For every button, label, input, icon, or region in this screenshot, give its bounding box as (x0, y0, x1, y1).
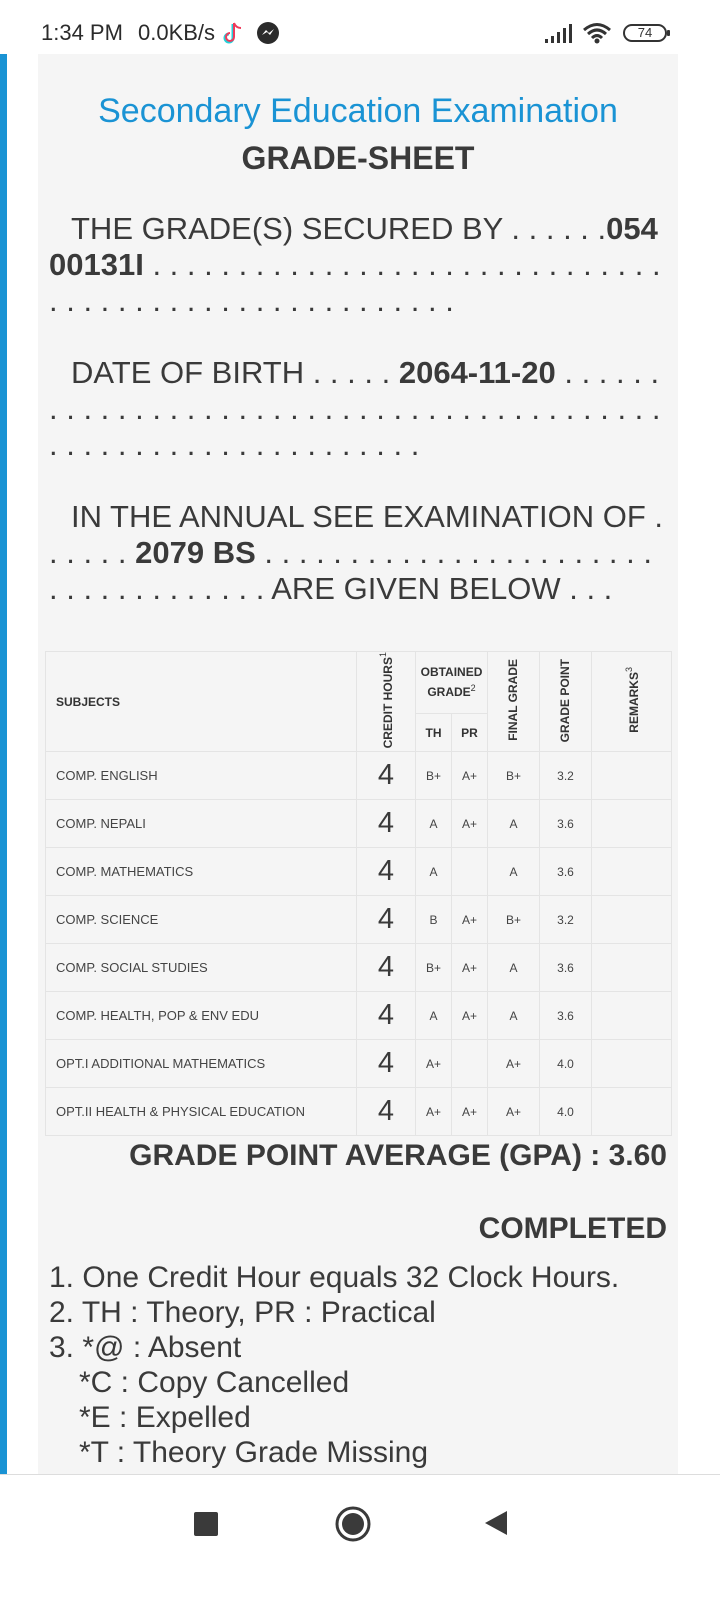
grade-point-cell: 3.2 (540, 896, 592, 944)
header-grade-point: GRADE POINT (540, 652, 592, 752)
sheet-title: GRADE-SHEET (241, 140, 475, 176)
remarks-cell (592, 992, 672, 1040)
subject-cell: COMP. MATHEMATICS (46, 848, 357, 896)
status-bar (0, 0, 720, 54)
table-row (46, 896, 672, 944)
grade-sheet (38, 54, 678, 1506)
theory-grade-cell: B+ (416, 752, 452, 800)
credit-hours-cell: 4 (357, 944, 416, 992)
table-row (46, 752, 672, 800)
table-row (46, 944, 672, 992)
header-pr: PR (452, 713, 488, 751)
credit-hours-cell: 4 (357, 992, 416, 1040)
secured-by-label: THE GRADE(S) SECURED BY . . . . . . (71, 211, 607, 246)
grade-point-cell: 3.6 (540, 944, 592, 992)
signal-icon (544, 24, 574, 49)
table-row (46, 992, 672, 1040)
practical-grade-cell: A+ (452, 896, 488, 944)
grade-table (45, 651, 672, 1136)
footnote: *E : Expelled (79, 1401, 251, 1434)
result-status: COMPLETED (478, 1212, 667, 1245)
credit-hours-cell: 4 (357, 752, 416, 800)
header-subjects: SUBJECTS (46, 652, 357, 752)
messenger-icon (256, 21, 280, 50)
grade-point-cell: 3.6 (540, 848, 592, 896)
remarks-cell (592, 896, 672, 944)
final-grade-cell: A (488, 992, 540, 1040)
gpa-value: GRADE POINT AVERAGE (GPA) : 3.60 (129, 1139, 667, 1172)
remarks-cell (592, 848, 672, 896)
footnote: 1. One Credit Hour equals 32 Clock Hours. (49, 1261, 620, 1294)
theory-grade-cell: A (416, 848, 452, 896)
battery-icon: 74 (623, 24, 667, 42)
grade-point-cell: 3.2 (540, 752, 592, 800)
dob-label: DATE OF BIRTH . . . . . (71, 355, 391, 390)
network-speed: 0.0KB/s (138, 20, 216, 45)
theory-grade-cell: A (416, 992, 452, 1040)
wifi-icon (582, 22, 612, 49)
final-grade-cell: A+ (488, 1088, 540, 1136)
subject-cell: COMP. SCIENCE (46, 896, 357, 944)
practical-grade-cell: A+ (452, 992, 488, 1040)
symbol-number: 05400131I (49, 211, 658, 282)
grade-point-cell: 4.0 (540, 1088, 592, 1136)
table-row (46, 1088, 672, 1136)
footnotes (49, 1260, 669, 1470)
table-row (46, 800, 672, 848)
practical-grade-cell: A+ (452, 1088, 488, 1136)
dob-value: 2064-11-20 (398, 355, 556, 390)
subject-cell: OPT.II HEALTH & PHYSICAL EDUCATION (46, 1088, 357, 1136)
final-grade-cell: A (488, 848, 540, 896)
exam-title: Secondary Education Examination (98, 92, 618, 130)
practical-grade-cell: A+ (452, 944, 488, 992)
remarks-cell (592, 800, 672, 848)
credit-hours-cell: 4 (357, 1088, 416, 1136)
practical-grade-cell: A+ (452, 752, 488, 800)
status-time: 1:34 PM (41, 20, 123, 45)
remarks-cell (592, 1088, 672, 1136)
subject-cell: COMP. HEALTH, POP & ENV EDU (46, 992, 357, 1040)
header-final-grade: FINAL GRADE (488, 652, 540, 752)
footnote: 3. *@ : Absent (49, 1331, 242, 1364)
header-obtained-grade: OBTAINED GRADE$^2$ (416, 652, 488, 714)
dob-line (49, 355, 665, 463)
header-remarks: REMARKS$^3$ (592, 652, 672, 752)
remarks-cell (592, 944, 672, 992)
final-grade-cell: B+ (488, 896, 540, 944)
final-grade-cell: B+ (488, 752, 540, 800)
dob-trail: . . . . . . . . . . . . . . . . . . . . . . . . . . . . . . . . . . . . . . . . . . . . . . . . . . . . . . . . . . . . . . . . (49, 355, 661, 462)
subject-cell: COMP. ENGLISH (46, 752, 357, 800)
theory-grade-cell: A+ (416, 1040, 452, 1088)
theory-grade-cell: A (416, 800, 452, 848)
tiktok-icon (220, 21, 244, 52)
back-button[interactable] (483, 1509, 509, 1542)
header-th: TH (416, 713, 452, 751)
secured-by-trail: . . . . . . . . . . . . . . . . . . . . . . . . . . . . . . . . . . . . . . . . . . . . . . . . . . . . . . (49, 247, 661, 318)
grade-point-cell: 3.6 (540, 992, 592, 1040)
footnote: 2. TH : Theory, PR : Practical (49, 1296, 436, 1329)
exam-year-value: 2079 BS (135, 535, 256, 570)
exam-year-label: IN THE ANNUAL SEE EXAMINATION OF . . . . . . (49, 499, 663, 570)
footnote: *C : Copy Cancelled (79, 1366, 350, 1399)
credit-hours-cell: 4 (357, 800, 416, 848)
secured-by-line (49, 211, 665, 319)
final-grade-cell: A (488, 800, 540, 848)
practical-grade-cell: A+ (452, 800, 488, 848)
recents-button[interactable] (193, 1511, 219, 1542)
footnote: *T : Theory Grade Missing (79, 1436, 429, 1469)
subject-cell: COMP. SOCIAL STUDIES (46, 944, 357, 992)
theory-grade-cell: B+ (416, 944, 452, 992)
credit-hours-cell: 4 (357, 848, 416, 896)
home-button[interactable] (334, 1505, 372, 1548)
practical-grade-cell (452, 1040, 488, 1088)
grade-point-cell: 4.0 (540, 1040, 592, 1088)
subject-cell: OPT.I ADDITIONAL MATHEMATICS (46, 1040, 357, 1088)
exam-year-trail: . . . . . . . . . . . . . . . . . . . . . . . . . . . . . . . . . . . . ARE GIVEN BELOW . . . (49, 535, 652, 606)
table-row (46, 848, 672, 896)
table-row (46, 1040, 672, 1088)
theory-grade-cell: A+ (416, 1088, 452, 1136)
credit-hours-cell: 4 (357, 896, 416, 944)
theory-grade-cell: B (416, 896, 452, 944)
header-credit-hours: CREDIT HOURS$^1$ (357, 652, 416, 752)
practical-grade-cell (452, 848, 488, 896)
credit-hours-cell: 4 (357, 1040, 416, 1088)
accent-bar (0, 54, 7, 1506)
navigation-bar (0, 1474, 720, 1601)
remarks-cell (592, 1040, 672, 1088)
grade-point-cell: 3.6 (540, 800, 592, 848)
remarks-cell (592, 752, 672, 800)
subject-cell: COMP. NEPALI (46, 800, 357, 848)
exam-year-line (49, 499, 665, 607)
final-grade-cell: A (488, 944, 540, 992)
final-grade-cell: A+ (488, 1040, 540, 1088)
